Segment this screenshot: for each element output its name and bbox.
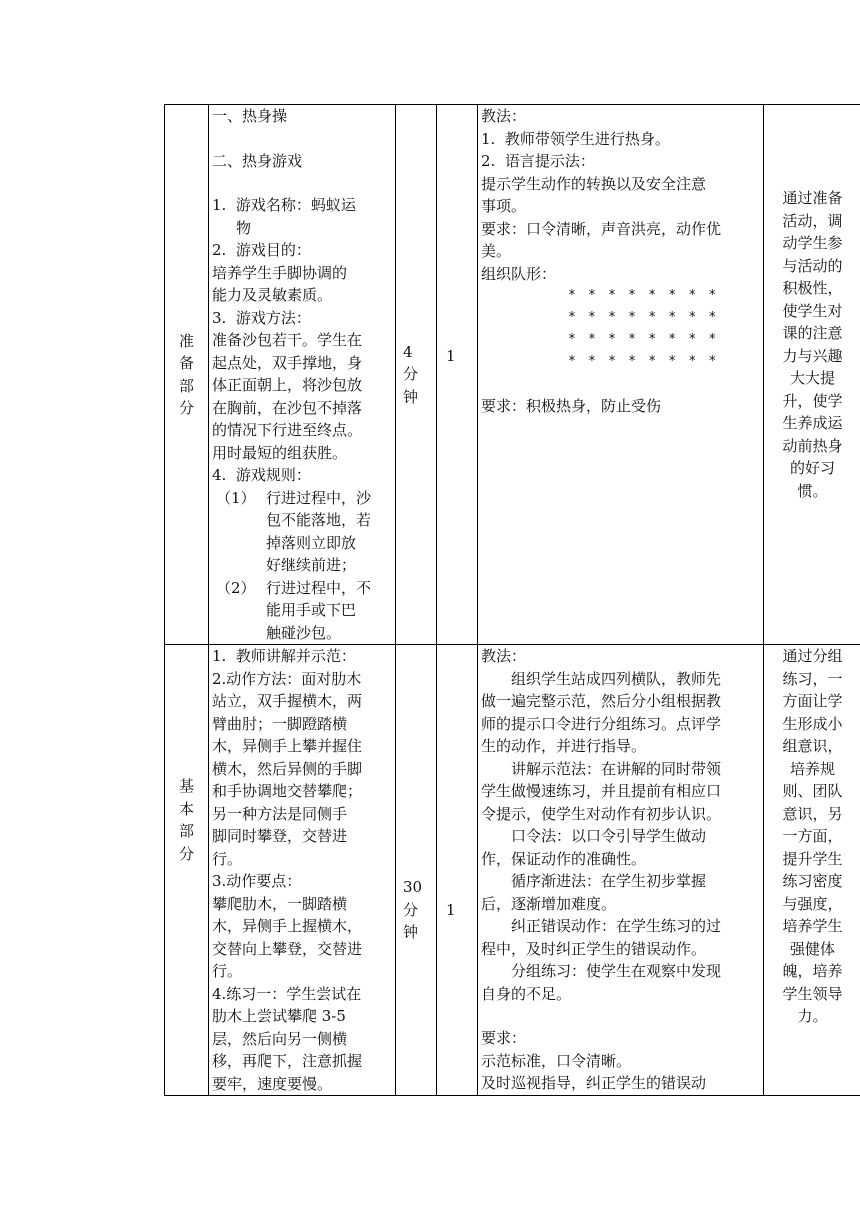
rule-number: （1）: [216, 488, 256, 507]
game-goal-text: 培养学生手脚协调的: [212, 263, 348, 282]
teaching-method-line: 提示学生动作的转换以及安全注意: [481, 174, 707, 193]
purpose-line: 魄，培养: [782, 962, 843, 980]
time-cell: [396, 645, 437, 1096]
game-method-line: 起点处，双手撑地，身: [212, 353, 363, 372]
content-line: 4.练习一：学生尝试在: [212, 984, 362, 1003]
method-paragraph-line: 口令法：以口令引导学生做动: [511, 827, 707, 845]
formation-row: * * * * * * * *: [568, 332, 719, 347]
requirement-line: 示范标准，口令清晰。: [481, 1051, 632, 1070]
content-line: 臂曲肘；一脚蹬踏横: [212, 714, 348, 733]
teaching-method-cell: [478, 645, 764, 1096]
purpose-line: 力与兴趣: [782, 346, 843, 365]
content-line: 另一种方法是同侧手: [212, 804, 348, 823]
lesson-plan-table: [164, 104, 860, 1096]
method-paragraph: [481, 825, 760, 870]
part-name-char: 部: [178, 822, 194, 840]
content-line: 脚同时攀登，交替进: [212, 827, 348, 845]
purpose-line: 通过分组: [782, 647, 843, 665]
requirement-line: 及时巡视指导，纠正学生的错误动: [481, 1074, 707, 1092]
purpose-line: 则、团队: [782, 782, 843, 800]
purpose-line: 组意识，: [782, 737, 843, 755]
content-line: 2.动作方法：面对肋木: [212, 669, 362, 688]
method-paragraph-line: 组织学生站成四列横队，教师先: [511, 669, 722, 688]
purpose-line: 与活动的: [782, 256, 843, 275]
purpose-line: 生养成运: [782, 414, 843, 432]
formation-row: * * * * * * * *: [568, 288, 719, 303]
count-value: 1: [446, 346, 456, 365]
rule-line: 行进过程中，沙: [266, 488, 372, 507]
time-text: 钟: [403, 387, 419, 406]
game-method-line: 的情况下行进至终点。: [212, 421, 363, 439]
purpose-line: 提升学生: [782, 849, 843, 868]
method-paragraph-line: 作，保证动作的准确性。: [481, 849, 647, 868]
content-line: 行。: [212, 962, 243, 980]
content-line: 行。: [212, 849, 243, 868]
purpose-line: 使学生对: [782, 301, 843, 320]
method-paragraph-line: 生的动作，并进行指导。: [481, 737, 647, 755]
warmup-requirement: 要求：积极热身，防止受伤: [481, 397, 662, 415]
method-paragraph-line: 后，逐渐增加难度。: [481, 894, 617, 913]
purpose-line: 活动，调: [782, 211, 843, 230]
game-method-text: [212, 329, 392, 464]
game-method-label: 3. 游戏方法：: [212, 308, 311, 327]
game-method-line: 准备沙包若干。学生在: [212, 331, 363, 349]
game-name-label: 1. 游戏名称：蚂蚁运: [212, 196, 356, 214]
part-name-char: 分: [178, 844, 194, 863]
time-text: 分: [403, 365, 419, 384]
table-row: [165, 645, 860, 1096]
count-value: 1: [446, 900, 456, 919]
purpose-line: 大大提: [789, 369, 835, 387]
rule-item: [212, 577, 392, 645]
content-line: 肋木上尝试攀爬 3-5: [212, 1007, 346, 1025]
rule-line: 好继续前进；: [266, 556, 357, 574]
game-name-cont: 物: [236, 218, 252, 237]
purpose-line: 一方面，: [782, 827, 843, 845]
part-name-char: 基: [178, 777, 194, 795]
purpose-line: 动前热身: [782, 436, 843, 455]
purpose-line: 培养规: [789, 759, 835, 778]
content-line: 层，然后向另一侧横: [212, 1029, 348, 1048]
purpose-line: 课的注意: [782, 324, 843, 342]
warmup-heading: 一、热身操: [212, 107, 288, 125]
purpose-line: 升，使学: [782, 391, 843, 410]
purpose-line: 通过准备: [782, 189, 843, 207]
content-line: 木，异侧手上攀并握住: [212, 737, 363, 755]
purpose-cell: [764, 645, 860, 1096]
purpose-line: 练习密度: [782, 872, 843, 890]
method-paragraph-line: 纠正错误动作：在学生练习的过: [511, 917, 722, 935]
method-paragraph-line: 自身的不足。: [481, 984, 572, 1003]
basic-content-lines: [212, 645, 392, 1095]
rule-line: 包不能落地，若: [266, 511, 372, 529]
method-paragraph: [481, 668, 760, 758]
part-name-char: 备: [178, 354, 194, 372]
teaching-method-line: 1. 教师带领学生进行热身。: [481, 129, 670, 148]
time-text: 30: [403, 878, 423, 897]
method-paragraph-line: 循序渐进法：在学生初步掌握: [511, 872, 707, 890]
formation-diagram: [481, 285, 760, 373]
rule-text: [266, 577, 392, 645]
formation-row: * * * * * * * *: [568, 354, 719, 369]
time-text: 钟: [403, 923, 419, 942]
content-line: 木，异侧手上握横木，: [212, 917, 363, 935]
purpose-line: 力。: [797, 1007, 828, 1025]
teaching-method-cell: [478, 105, 764, 645]
content-line: 移，再爬下，注意抓握: [212, 1052, 363, 1070]
purpose-line: 学生领导: [782, 984, 843, 1003]
content-line: 攀爬肋木，一脚踏横: [212, 894, 348, 913]
method-paragraph-line: 分组练习：使学生在观察中发现: [511, 962, 722, 980]
purpose-line: 与强度，: [782, 894, 843, 913]
time-text: 4: [403, 342, 413, 361]
method-paragraphs: [481, 668, 760, 1006]
content-line: 站立，双手握横木，两: [212, 692, 363, 710]
teaching-method-line: 美。: [481, 242, 512, 260]
teaching-method-line: 要求：口令清晰，声音洪亮，动作优: [481, 219, 722, 238]
part-name-char: 部: [178, 376, 194, 395]
purpose-line: 动学生参: [782, 234, 843, 252]
purpose-line: 的好习: [789, 459, 835, 477]
game-heading: 二、热身游戏: [212, 151, 303, 170]
content-cell: [209, 105, 396, 645]
purpose-line: 方面让学: [782, 692, 843, 710]
content-line: 1. 教师讲解并示范：: [212, 647, 356, 665]
method-paragraph-line: 令提示，使学生对动作有初步认识。: [481, 804, 722, 823]
method-title: 教法：: [481, 647, 527, 665]
content-line: 要牢，速度要慢。: [212, 1074, 333, 1093]
requirement-lines: [481, 1050, 760, 1095]
purpose-line: 培养学生: [782, 917, 843, 935]
part-name-cell: [165, 645, 209, 1096]
method-paragraph: [481, 870, 760, 915]
teaching-method-line: 组织队形：: [481, 264, 557, 283]
content-cell: [209, 645, 396, 1096]
purpose-cell: [764, 105, 860, 645]
rule-line: 掉落则立即放: [266, 533, 357, 552]
game-goal-text: 能力及灵敏素质。: [212, 286, 333, 304]
game-rules-label: 4. 游戏规则：: [212, 466, 311, 484]
part-name-char: 本: [178, 799, 194, 818]
teaching-method-line: 事项。: [481, 197, 527, 215]
requirement-title: 要求：: [481, 1029, 527, 1047]
rule-line: 行进过程中，不: [266, 578, 372, 597]
content-line: 横木，然后异侧的手脚: [212, 759, 363, 778]
content-line: 交替向上攀登，交替进: [212, 939, 363, 958]
method-paragraph: [481, 758, 760, 826]
teaching-method-line: 教法：: [481, 107, 527, 125]
game-method-line: 体正面朝上，将沙包放: [212, 376, 363, 394]
content-line: 3.动作要点：: [212, 872, 302, 890]
method-paragraph-line: 师的提示口令进行分组练习。点评学: [481, 714, 722, 733]
rule-number: （2）: [216, 578, 256, 597]
teaching-method-line: 2. 语言提示法：: [481, 152, 595, 170]
part-name-char: 准: [178, 331, 194, 350]
method-paragraph: [481, 960, 760, 1005]
game-method-line: 用时最短的组获胜。: [212, 443, 348, 462]
content-line: 和手协调地交替攀爬；: [212, 782, 363, 800]
purpose-line: 意识，另: [782, 804, 843, 823]
purpose-line: 练习，一: [782, 669, 843, 688]
rule-text: [266, 487, 392, 577]
part-name-cell: [165, 105, 209, 645]
method-paragraph-line: 程中，及时纠正学生的错误动作。: [481, 939, 707, 958]
rule-item: [212, 487, 392, 577]
time-text: 分: [403, 900, 419, 919]
table-row: [165, 105, 860, 645]
rule-line: 触碰沙包。: [266, 623, 342, 642]
count-cell: [437, 105, 478, 645]
method-paragraph-line: 学生做慢速练习，并且提前有相应口: [481, 782, 722, 800]
teaching-method-lines: [481, 105, 760, 285]
time-cell: [396, 105, 437, 645]
purpose-line: 生形成小: [782, 714, 843, 733]
method-paragraph-line: 做一遍完整示范，然后分小组根据教: [481, 692, 722, 710]
purpose-line: 积极性，: [782, 279, 843, 297]
part-name-char: 分: [178, 399, 194, 417]
rule-line: 能用手或下巴: [266, 601, 357, 619]
formation-row: * * * * * * * *: [568, 310, 719, 325]
count-cell: [437, 645, 478, 1096]
purpose-line: 惯。: [797, 481, 828, 500]
method-paragraph: [481, 915, 760, 960]
game-goal-label: 2. 游戏目的：: [212, 241, 311, 259]
method-paragraph-line: 讲解示范法：在讲解的同时带领: [511, 759, 722, 778]
game-method-line: 在胸前，在沙包不掉落: [212, 398, 363, 417]
purpose-line: 强健体: [789, 939, 835, 958]
